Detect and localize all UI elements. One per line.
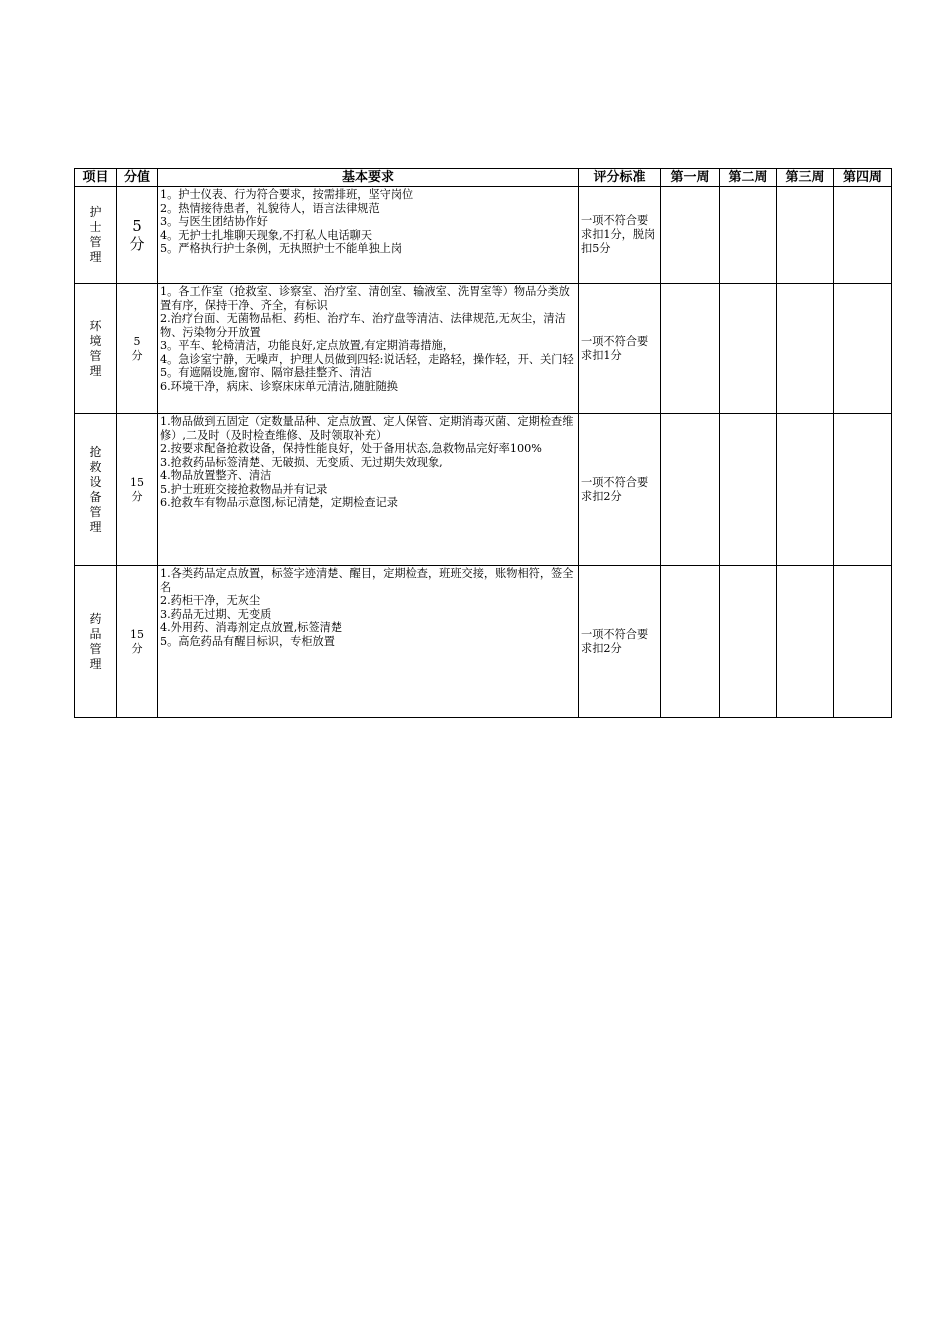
score-cell — [117, 187, 158, 284]
criteria-cell: 一项不符合要求扣1分，脱岗扣5分 — [579, 187, 661, 284]
week-3-cell[interactable] — [777, 284, 834, 414]
score-cell — [117, 414, 158, 566]
score-label: 15分 — [130, 627, 144, 655]
criteria-cell: 一项不符合要求扣2分 — [579, 566, 661, 718]
nursing-inspection-table — [74, 168, 892, 718]
week-4-cell[interactable] — [834, 187, 892, 284]
header-row — [75, 169, 892, 187]
week-2-cell[interactable] — [720, 284, 777, 414]
table-row — [75, 284, 892, 414]
week-2-cell[interactable] — [720, 566, 777, 718]
requirement-item: 1。护士仪表、行为符合要求，按需排班，坚守岗位 — [160, 188, 414, 201]
requirement-item: 4.物品放置整齐、清洁 — [160, 469, 272, 482]
week-1-cell[interactable] — [661, 566, 720, 718]
requirements-cell — [158, 414, 579, 566]
requirement-item: 2.药柜干净，无灰尘 — [160, 594, 261, 607]
requirement-item: 1.物品做到五固定（定数量品种、定点放置、定人保管、定期消毒灭菌、定期检查维修）,二及时（及时检查维修、及时领取补充） — [160, 415, 574, 442]
requirement-item: 1.各类药品定点放置，标签字迹清楚、醒目，定期检查，班班交接，账物相符，签全名 — [160, 567, 574, 594]
requirements-cell — [158, 284, 579, 414]
requirement-item: 2.按要求配备抢救设备，保持性能良好，处于备用状态,急救物品完好率100% — [160, 442, 542, 455]
requirement-item: 5。有遮隔设施,窗帘、隔帘悬挂整齐、清洁 — [160, 366, 373, 379]
requirement-item: 6.环境干净，病床、诊察床床单元清洁,随脏随换 — [160, 379, 398, 393]
category-label: 药品管理 — [89, 611, 102, 671]
requirement-item: 1。各工作室（抢救室、诊察室、治疗室、清创室、输液室、洗胃室等）物品分类放置有序，保持干净、齐全，有标识 — [160, 285, 570, 312]
table-row — [75, 414, 892, 566]
table-row — [75, 187, 892, 284]
header-week-1: 第一周 — [661, 169, 720, 187]
requirement-item: 5。严格执行护士条例，无执照护士不能单独上岗 — [160, 242, 403, 255]
week-1-cell[interactable] — [661, 414, 720, 566]
requirement-item: 3。与医生团结协作好 — [160, 215, 268, 228]
requirements-cell — [158, 187, 579, 284]
header-requirements: 基本要求 — [158, 169, 579, 187]
category-cell — [75, 566, 117, 718]
requirement-item: 5.护士班班交接抢救物品并有记录 — [160, 482, 328, 496]
week-1-cell[interactable] — [661, 187, 720, 284]
header-week-4: 第四周 — [834, 169, 892, 187]
requirement-item: 6.抢救车有物品示意图,标记清楚，定期检查记录 — [160, 496, 398, 509]
requirement-item: 4。无护士扎堆聊天现象,不打私人电话聊天 — [160, 228, 373, 242]
header-week-2: 第二周 — [720, 169, 777, 187]
score-label: 5分 — [131, 334, 143, 362]
score-label: 5分 — [129, 217, 145, 253]
week-4-cell[interactable] — [834, 414, 892, 566]
week-3-cell[interactable] — [777, 566, 834, 718]
requirement-item: 4。急诊室宁静，无噪声，护理人员做到四轻:说话轻，走路轻，操作轻，开、关门轻 — [160, 352, 574, 366]
category-cell — [75, 414, 117, 566]
criteria-cell: 一项不符合要求扣1分 — [579, 284, 661, 414]
requirement-item: 5。高危药品有醒目标识，专柜放置 — [160, 634, 335, 648]
requirement-item: 3.抢救药品标签清楚、无破损、无变质、无过期失效现象, — [160, 455, 443, 469]
score-cell — [117, 566, 158, 718]
week-4-cell[interactable] — [834, 566, 892, 718]
category-cell — [75, 284, 117, 414]
week-3-cell[interactable] — [777, 414, 834, 566]
header-item: 项目 — [75, 169, 117, 187]
criteria-cell: 一项不符合要求扣2分 — [579, 414, 661, 566]
score-cell — [117, 284, 158, 414]
week-4-cell[interactable] — [834, 284, 892, 414]
header-score: 分值 — [117, 169, 158, 187]
category-label: 环境管理 — [89, 318, 102, 378]
requirement-item: 3。平车、轮椅清洁，功能良好,定点放置,有定期消毒措施， — [160, 339, 454, 352]
score-label: 15分 — [130, 475, 144, 503]
category-label: 护士管理 — [89, 205, 102, 264]
week-2-cell[interactable] — [720, 414, 777, 566]
week-1-cell[interactable] — [661, 284, 720, 414]
header-week-3: 第三周 — [777, 169, 834, 187]
requirement-item: 2。热情接待患者，礼貌待人，语言法律规范 — [160, 201, 380, 215]
requirement-item: 2.治疗台面、无菌物品柜、药柜、治疗车、治疗盘等清洁、法律规范,无灰尘，清洁物、污染物分开放置 — [160, 312, 566, 339]
table-row — [75, 566, 892, 718]
header-criteria: 评分标准 — [579, 169, 661, 187]
requirement-item: 3.药品无过期、无变质 — [160, 607, 272, 621]
category-label: 抢救设备管理 — [89, 444, 102, 534]
week-2-cell[interactable] — [720, 187, 777, 284]
requirement-item: 4.外用药、消毒剂定点放置,标签清楚 — [160, 621, 343, 634]
requirements-cell — [158, 566, 579, 718]
category-cell — [75, 187, 117, 284]
week-3-cell[interactable] — [777, 187, 834, 284]
